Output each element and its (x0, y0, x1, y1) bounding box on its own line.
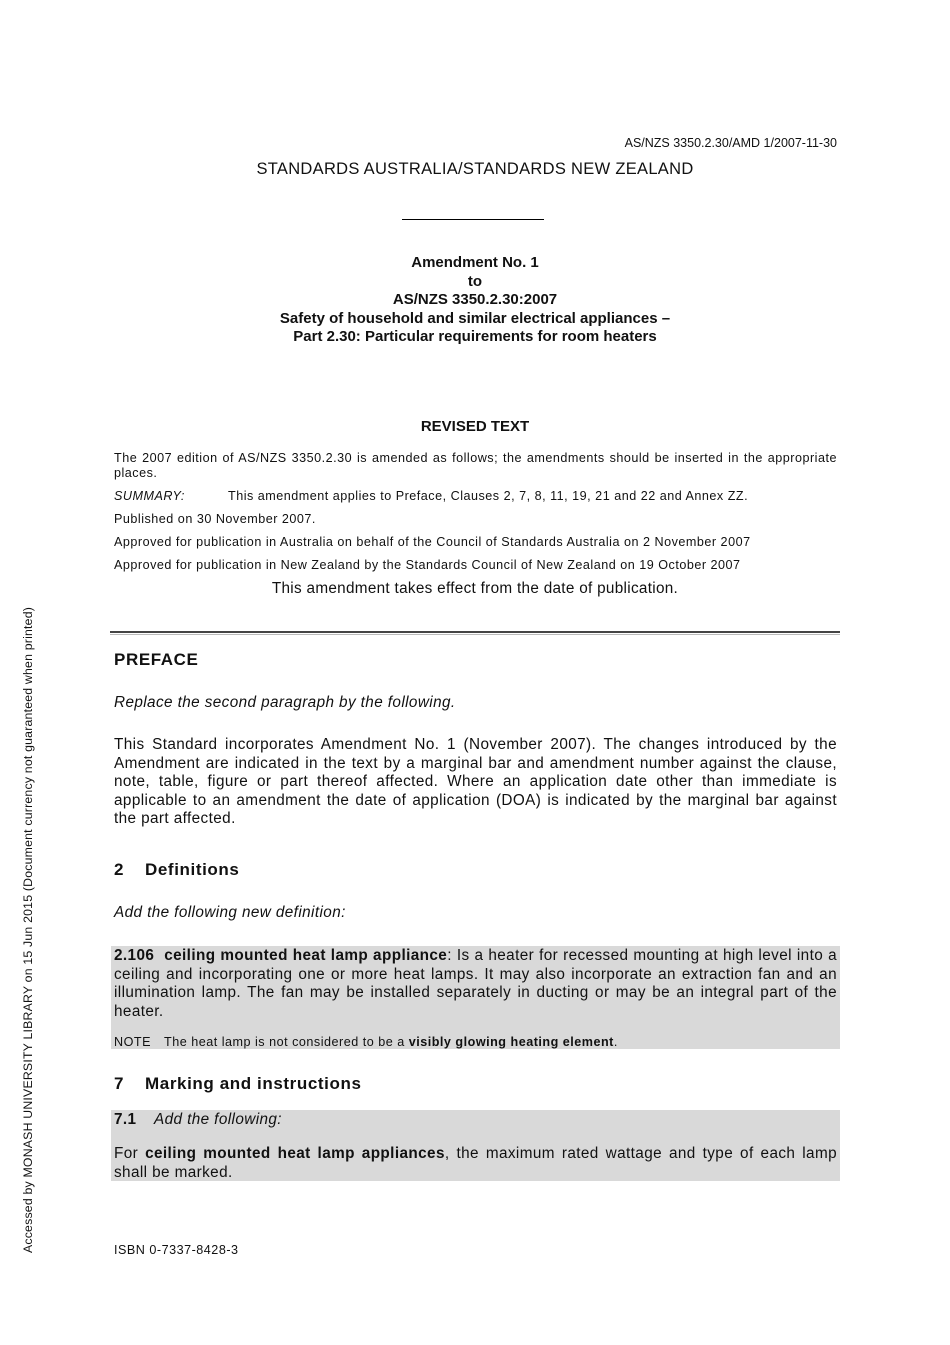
section-7-heading (114, 1074, 362, 1094)
preface-instruction: Replace the second paragraph by the following. (114, 694, 456, 711)
intro-paragraph: The 2007 edition of AS/NZS 3350.2.30 is amended as follows; the amendments should be inserted in the appropriate places. (114, 451, 837, 480)
approval-australia: Approved for publication in Australia on behalf of the Council of Standards Australia on 2 November 2007 (114, 535, 751, 549)
note-end: . (613, 1035, 618, 1049)
section-divider (110, 631, 840, 633)
section-7-number: 7 (114, 1074, 125, 1093)
clause-para-term: ceiling mounted heat lamp appliances (145, 1145, 445, 1162)
clause-7-1-instruction (114, 1111, 282, 1130)
standard-number: AS/NZS 3350.2.30:2007 (392, 291, 558, 308)
summary-label: SUMMARY: (114, 489, 185, 503)
note-term: visibly glowing heating element (408, 1035, 614, 1049)
organization-title: STANDARDS AUSTRALIA/STANDARDS NEW ZEALAND (256, 160, 694, 178)
definition-2-106 (114, 947, 837, 1021)
note-label: NOTE (114, 1035, 151, 1049)
section-2-heading (114, 860, 239, 880)
published-date: Published on 30 November 2007. (114, 512, 316, 526)
section-2-number: 2 (114, 860, 125, 879)
preface-paragraph: This Standard incorporates Amendment No. 1 (November 2007). The changes introduced by the Amendment are indicated in the text by a marginal bar and amendment number against the clause, note, table, figure or part thereof affected. Where an application date other than immediate is applicable to an amendment the date of application (DOA) is indicated by the marginal bar against the part affected. (114, 736, 837, 827)
standard-title: Safety of household and similar electrical appliances – (279, 309, 671, 327)
revised-text-heading: REVISED TEXT (420, 418, 530, 435)
amendment-number: Amendment No. 1 (411, 254, 539, 271)
clause-para-rest: , the maximum rated wattage and type of each lamp shall be marked. (114, 1145, 837, 1181)
access-watermark: Accessed by MONASH UNIVERSITY LIBRARY on 15 Jun 2015 (Document currency not guaranteed when printed) (21, 606, 35, 1254)
amendment-title-block (0, 254, 950, 347)
definition-note (114, 1035, 618, 1049)
section-7-title: Marking and instructions (145, 1074, 362, 1093)
summary-text: This amendment applies to Preface, Clauses 2, 7, 8, 11, 19, 21 and 22 and Annex ZZ. (228, 489, 749, 503)
clause-7-1-paragraph (114, 1145, 837, 1182)
section-2-instruction: Add the following new definition: (114, 904, 346, 921)
definition-text: : Is a heater for recessed mounting at high level into a ceiling and incorporating one or more heat lamps. It may also incorporate an extraction fan and an illumination lamp. The fan may be installed separately in ducting or may be an integral part of the heater. (114, 947, 837, 1020)
title-to: to (467, 272, 483, 290)
document-reference: AS/NZS 3350.2.30/AMD 1/2007-11-30 (624, 136, 837, 150)
section-divider-shadow (110, 634, 840, 635)
summary-line (114, 489, 748, 504)
definition-number: 2.106 (114, 947, 155, 964)
definition-term: ceiling mounted heat lamp appliance (164, 947, 448, 964)
clause-para-start: For (114, 1145, 146, 1162)
clause-instruction-text: Add the following: (154, 1111, 282, 1128)
title-divider (402, 219, 544, 220)
section-2-title: Definitions (145, 860, 240, 879)
preface-heading: PREFACE (114, 650, 199, 669)
note-text: The heat lamp is not considered to be a (164, 1035, 409, 1049)
standard-subtitle: Part 2.30: Particular requirements for room heaters (293, 328, 657, 345)
effect-statement: This amendment takes effect from the date of publication. (271, 580, 679, 597)
approval-new-zealand: Approved for publication in New Zealand by the Standards Council of New Zealand on 19 October 2007 (114, 558, 741, 572)
clause-number: 7.1 (114, 1111, 137, 1128)
isbn: ISBN 0-7337-8428-3 (114, 1243, 239, 1257)
